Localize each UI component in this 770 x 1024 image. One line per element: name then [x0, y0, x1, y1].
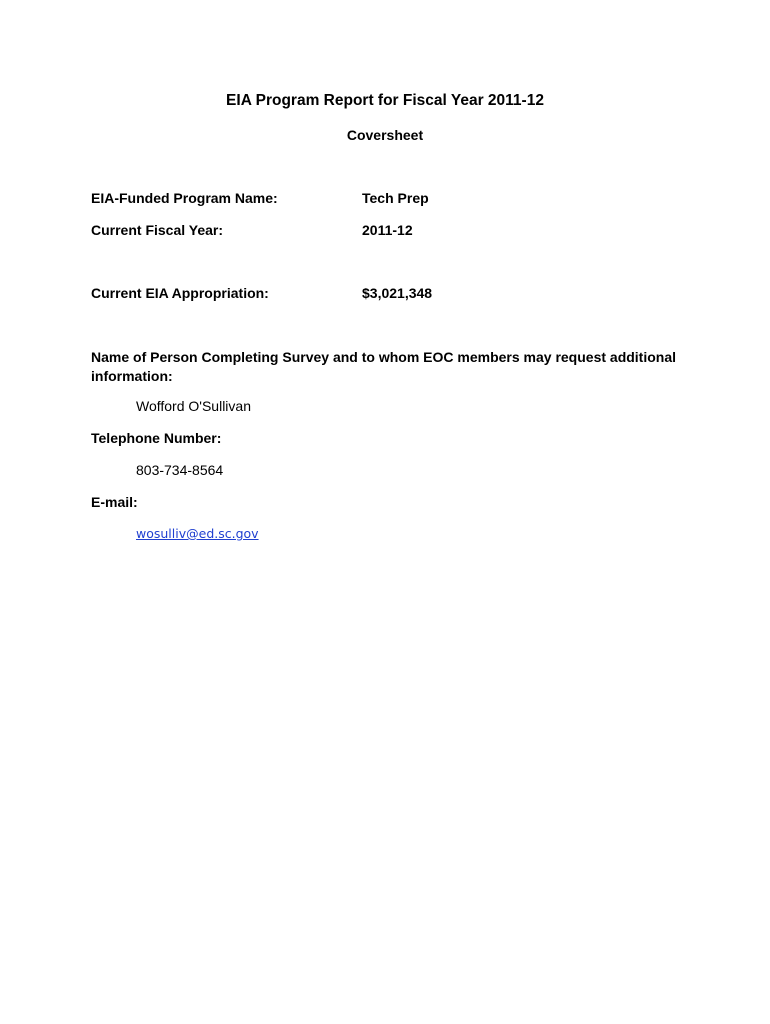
appropriation-value: $3,021,348	[362, 285, 433, 301]
phone-label: Telephone Number:	[91, 430, 222, 446]
report-title: EIA Program Report for Fiscal Year 2011-12	[226, 92, 544, 109]
program-name-label: EIA-Funded Program Name:	[91, 190, 278, 206]
contact-person-name: Wofford O'Sullivan	[136, 398, 251, 414]
program-name-value: Tech Prep	[362, 190, 429, 206]
contact-intro: Name of Person Completing Survey and to whom EOC members may request additional information:	[91, 349, 677, 384]
email-link[interactable]: wosulliv@ed.sc.gov	[136, 526, 259, 541]
phone-value: 803-734-8564	[136, 462, 224, 478]
fiscal-year-value: 2011-12	[362, 222, 413, 238]
email-label: E-mail:	[91, 494, 138, 510]
report-subtitle: Coversheet	[346, 127, 424, 143]
appropriation-label: Current EIA Appropriation:	[91, 285, 269, 301]
fiscal-year-label: Current Fiscal Year:	[91, 222, 224, 238]
